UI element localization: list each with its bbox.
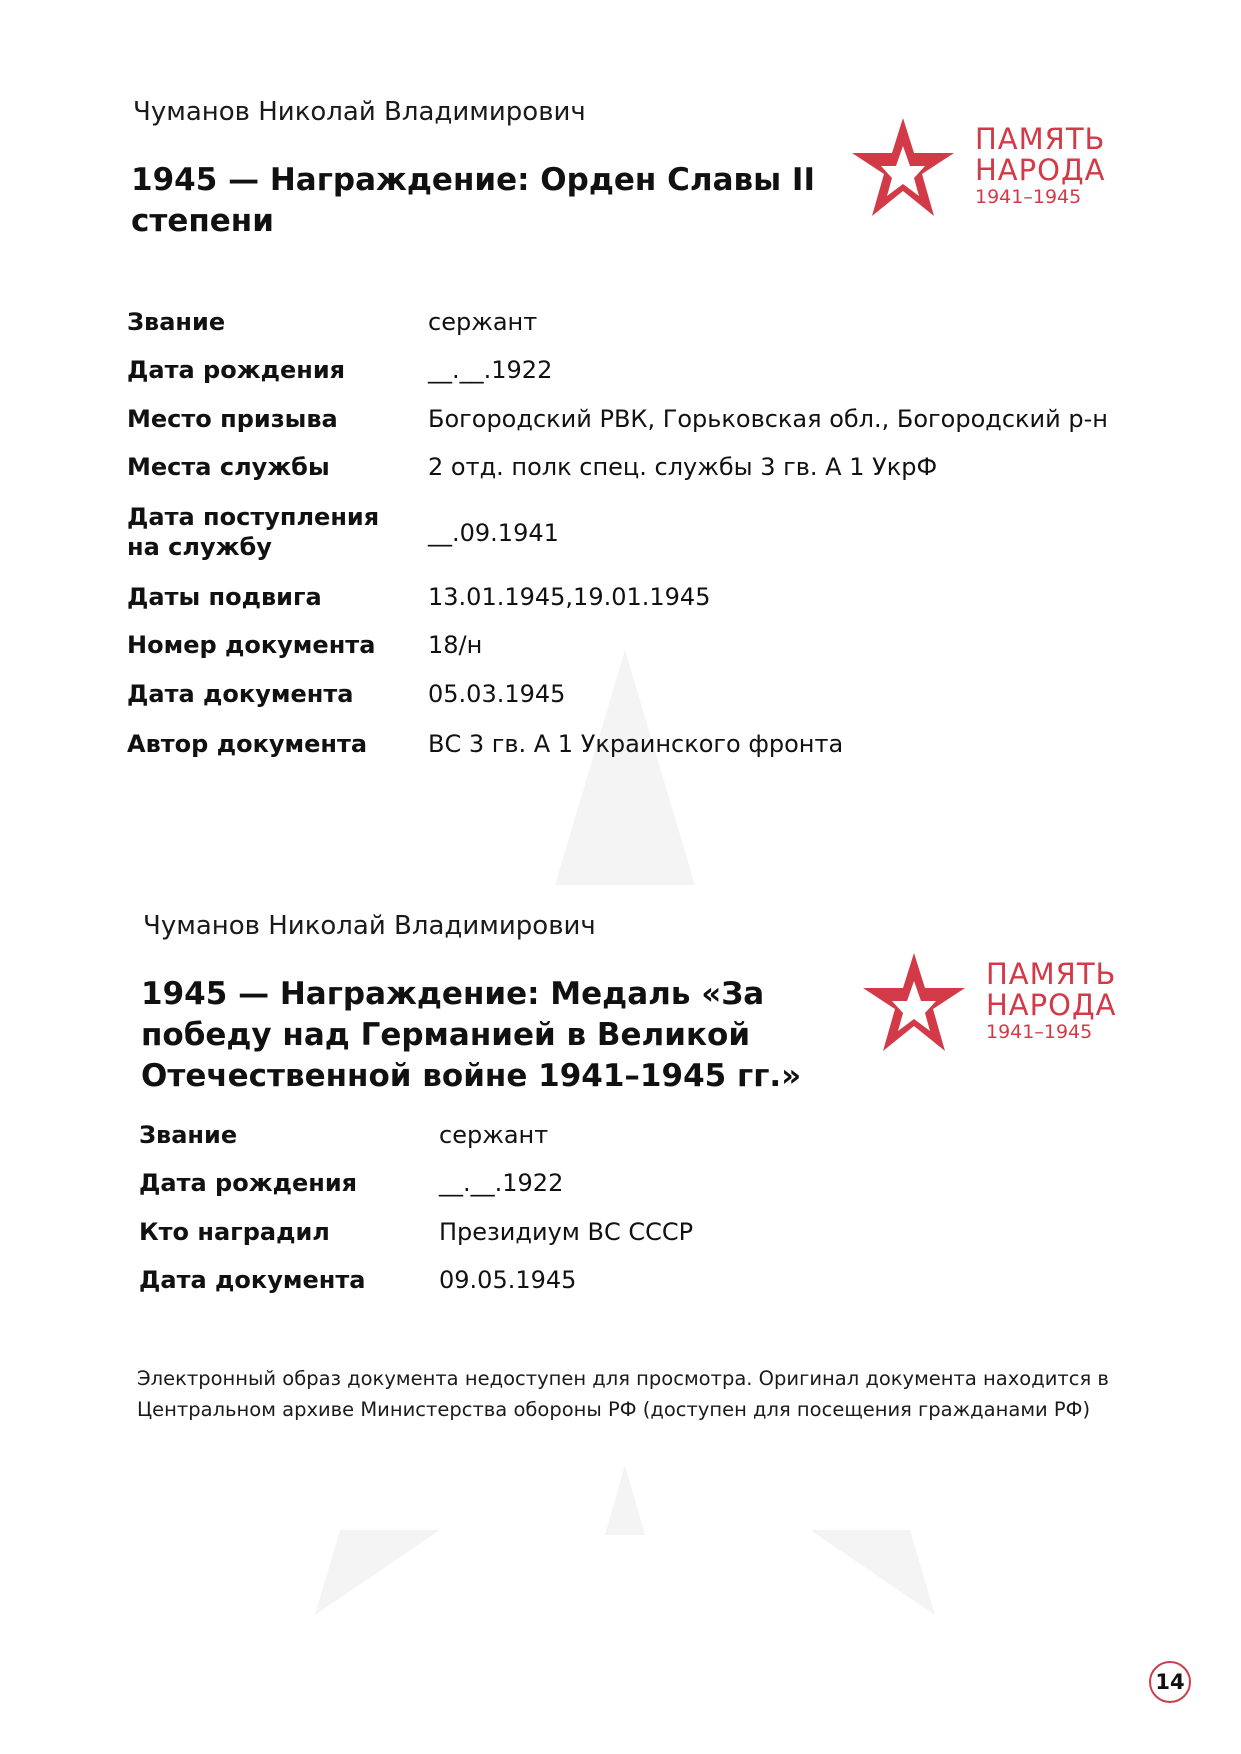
field-label: Номер документа [127, 631, 376, 659]
person-name: Чуманов Николай Владимирович [143, 911, 596, 941]
field-value: 09.05.1945 [439, 1266, 577, 1294]
page-number: 14 [1149, 1661, 1191, 1703]
field-value: __.09.1941 [428, 519, 559, 547]
field-label: Звание [139, 1121, 238, 1149]
watermark-star-icon [300, 1460, 950, 1630]
logo-text [986, 959, 1116, 1043]
watermark-star-icon [540, 650, 710, 890]
field-label: Места службы [127, 453, 330, 481]
logo-text [975, 124, 1105, 208]
logo-years: 1941–1945 [975, 186, 1082, 208]
star-logo-icon [852, 118, 954, 216]
logo [852, 118, 954, 220]
award-title: 1945 — Награждение: Медаль «За победу над Германией в Великой Отечественной войне 1941–1945 гг.» [141, 976, 802, 1094]
field-value: 05.03.1945 [428, 680, 566, 708]
field-label: Место призыва [127, 405, 338, 433]
logo-line2: НАРОДА [975, 153, 1106, 187]
field-label: Звание [127, 308, 226, 336]
logo-line1: ПАМЯТЬ [986, 957, 1117, 991]
field-label: Кто наградил [139, 1218, 330, 1246]
field-value: 13.01.1945,19.01.1945 [428, 583, 711, 611]
field-value: 2 отд. полк спец. службы 3 гв. А 1 УкрФ [428, 453, 938, 481]
field-label: Дата поступления на службу [127, 503, 380, 561]
field-value: 18/н [428, 631, 483, 659]
field-value: __.__.1922 [428, 356, 553, 384]
field-label: Дата документа [139, 1266, 366, 1294]
field-value: __.__.1922 [439, 1169, 564, 1197]
field-value: Президиум ВС СССР [439, 1218, 694, 1246]
person-name: Чуманов Николай Владимирович [133, 97, 586, 127]
archive-note: Электронный образ документа недоступен для просмотра. Оригинал документа находится в Центральном архиве Министерства обороны РФ (доступен для посещения гражданами РФ) [137, 1367, 1109, 1421]
field-value: ВС 3 гв. А 1 Украинского фронта [428, 730, 844, 758]
logo-line1: ПАМЯТЬ [975, 122, 1106, 156]
field-label: Дата рождения [127, 356, 346, 384]
field-label: Дата рождения [139, 1169, 358, 1197]
field-label: Автор документа [127, 730, 368, 758]
field-label: Даты подвига [127, 583, 322, 611]
logo-years: 1941–1945 [986, 1021, 1093, 1043]
award-title: 1945 — Награждение: Орден Славы II степени [131, 162, 815, 239]
field-value: сержант [439, 1121, 549, 1149]
field-label: Дата документа [127, 680, 354, 708]
field-value: Богородский РВК, Горьковская обл., Богородский р-н [428, 405, 1108, 433]
star-logo-icon [863, 953, 965, 1051]
field-value: сержант [428, 308, 538, 336]
logo [863, 953, 965, 1055]
logo-line2: НАРОДА [986, 988, 1117, 1022]
